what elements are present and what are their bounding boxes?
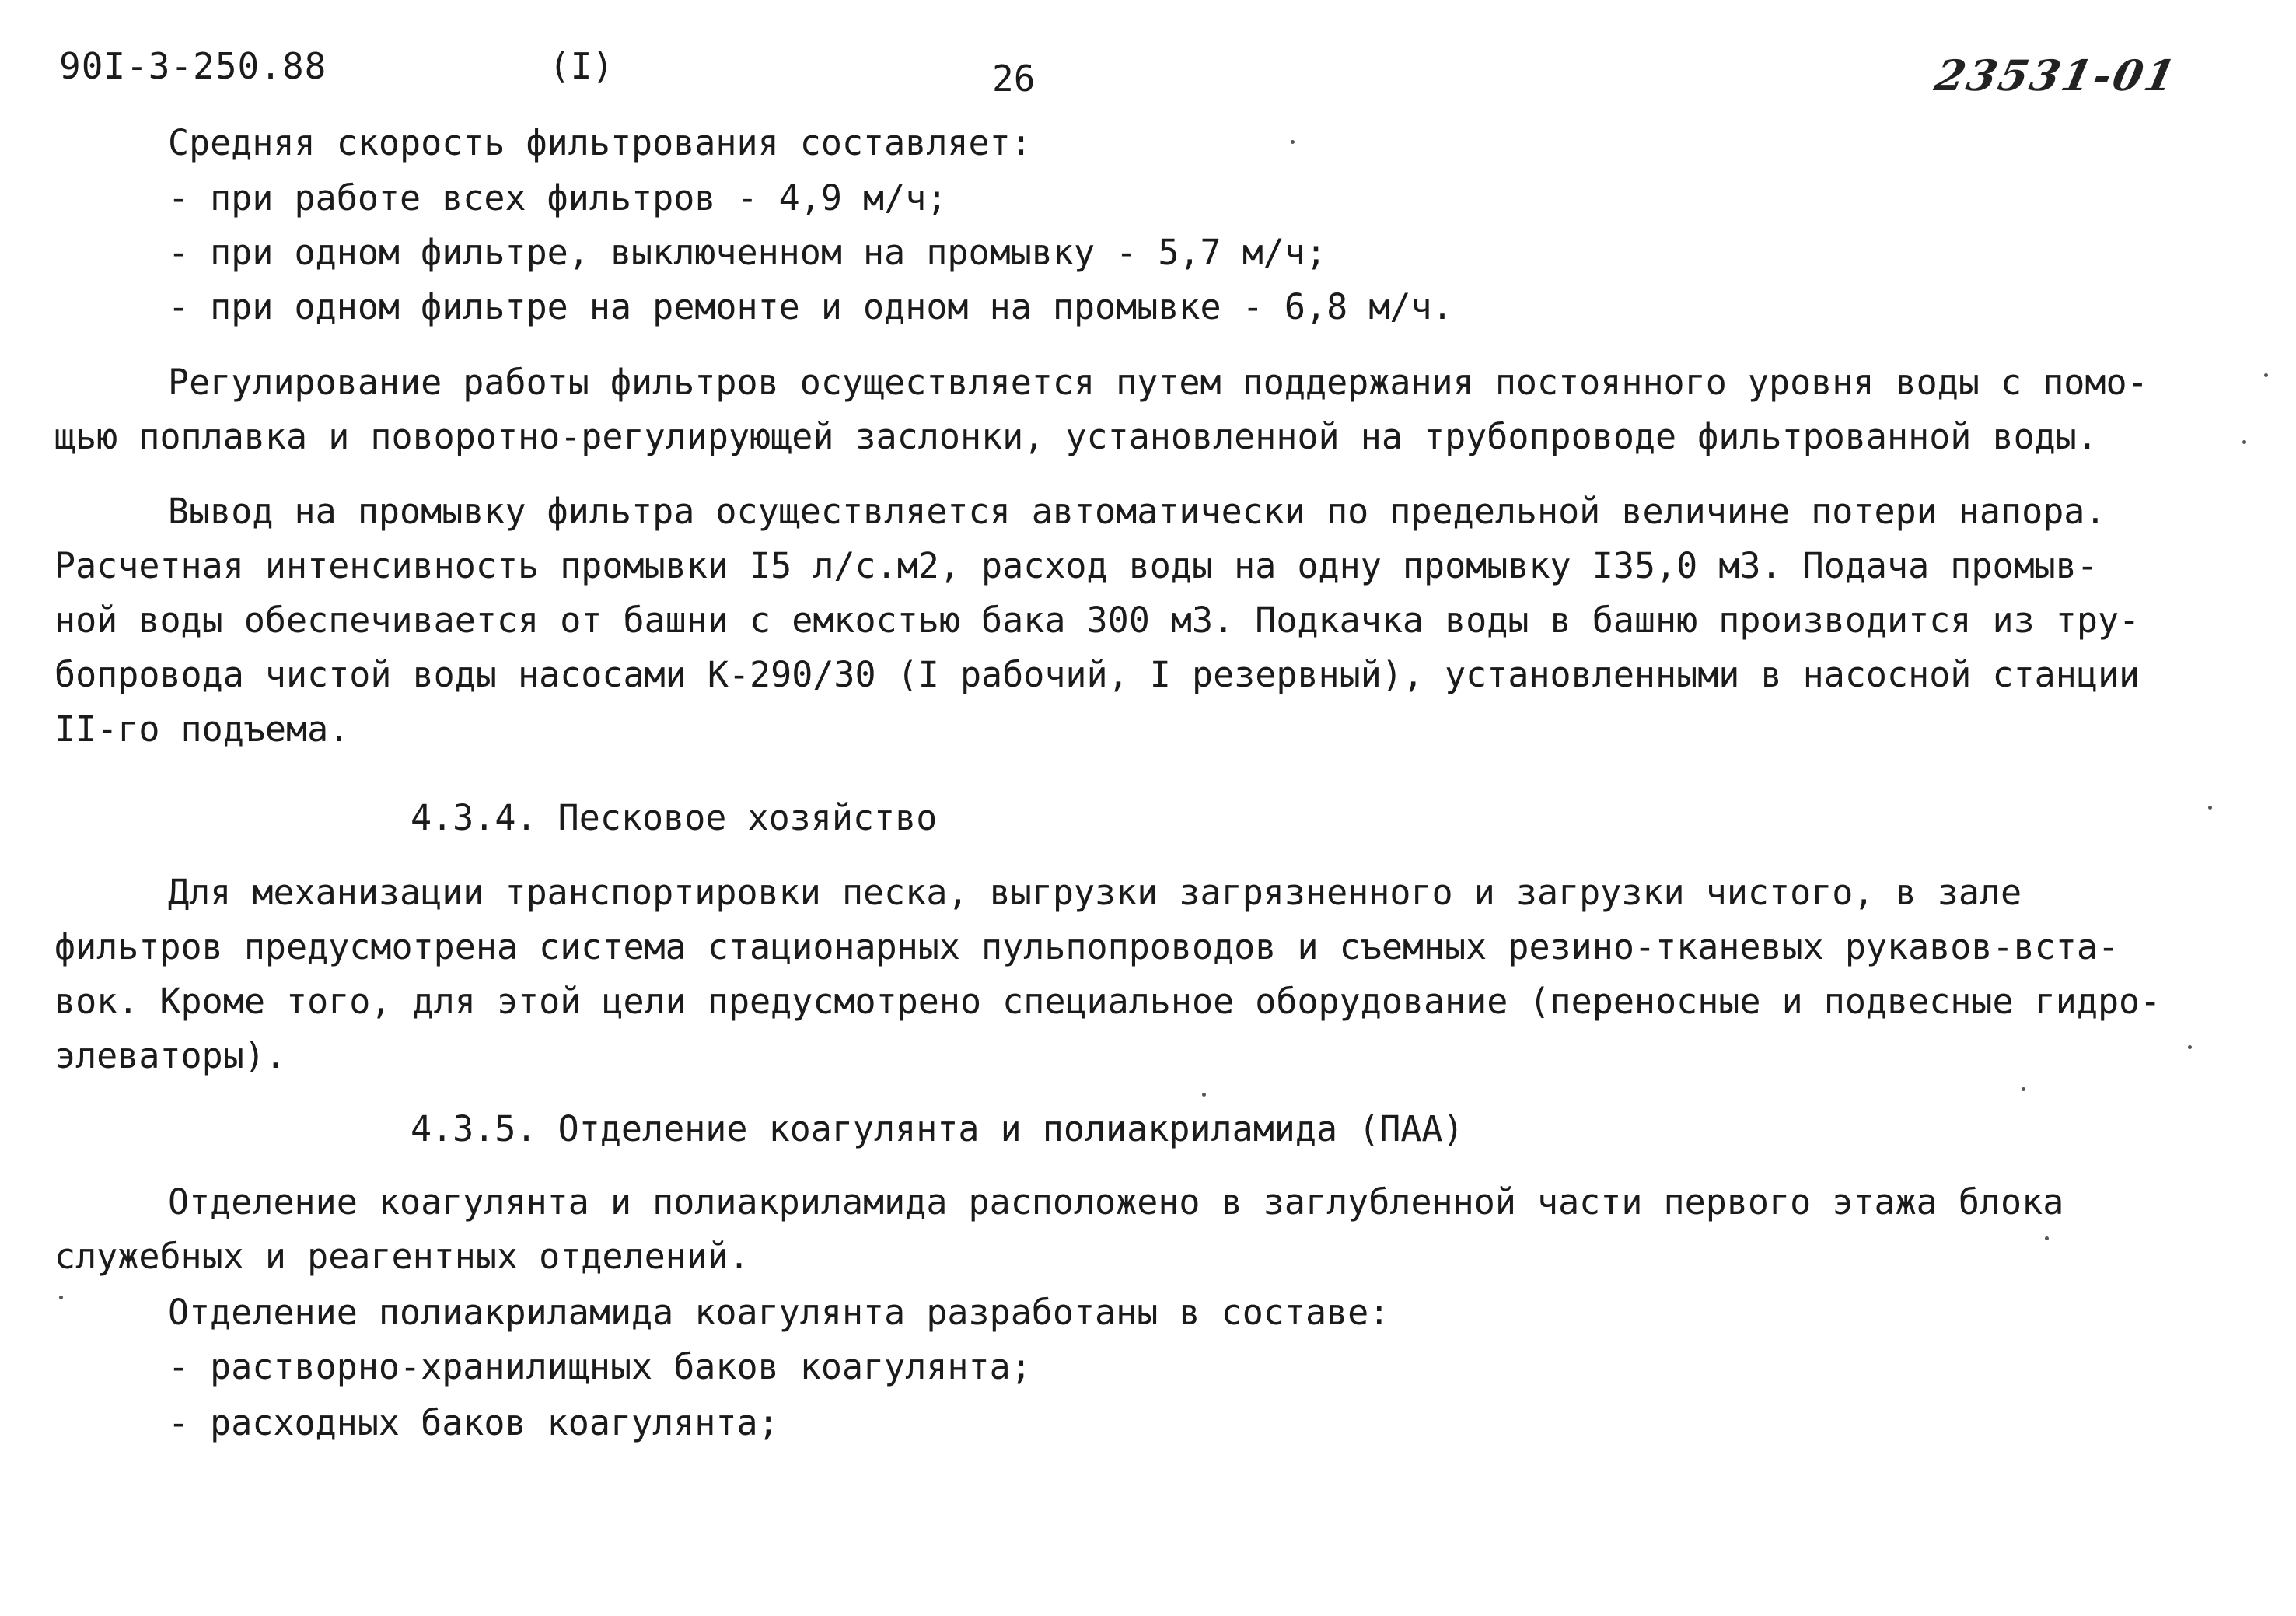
scan-speck [1291,140,1295,144]
scan-speck [2208,806,2212,810]
scan-speck [1202,1093,1206,1097]
scan-speck [2022,1087,2025,1091]
inventory-number: 23531-01 [1931,51,2182,100]
sheet-marker: (I) [549,45,614,87]
scan-speck [2242,440,2246,444]
scan-speck [2188,1045,2192,1049]
document-page: 90I-3-250.88 (I) 26 23531-01 Средняя скорость фильтрования составляет: - при работе всех фильтров - 4,9 м/ч; - при одном фильтре, выключенном на промывку - 5,7 м/ч; - при одном фильтре на ремонте и одном на промывке - 6,8 м/ч. Регулирование работы фильтров осуществляется путем поддержания постоянного уровня воды с помо- щью поплавка и поворотно-регулирующей заслонки, установленной на трубопроводе фильтрованной воды. Вывод на промывку фильтра осуществляется автоматически по предельной величине потери напора. Расчетная интенсивность промывки I5 л/с.м2, расход воды на одну промывку I35,0 м3. Подача промыв- ной воды обеспечивается от башни с емкостью бака 300 м3. Подкачка воды в башню производится из тру- бопровода чистой воды насосами К-290/30 (I рабочий, I резервный), установленными в насосной станции II-го подъема. 4.3.4. Песковое хозяйство Для механизации транспортировки песка, выгрузки загрязненного и загрузки чистого, в зале фильтров предусмотрена система стационарных пульпопроводов и съемных резино-тканевых рукавов-вста- вок. Кроме того, для этой цели предусмотрено специальное оборудование (переносные и подвесные гидро- элеваторы). 4.3.5. Отделение коагулянта и полиакриламида (ПАА) Отделение коагулянта и полиакриламида расположено в заглубленной части первого этажа блока служебных и реагентных отделений. Отделение полиакриламида коагулянта разработаны в составе: - растворно-хранилищных баков коагулянта; - расходных баков коагулянта; [0,0,2296,1616]
document-code: 90I-3-250.88 [59,45,327,87]
scan-speck [59,1296,63,1299]
scan-speck [2264,373,2268,377]
page-number: 26 [992,58,1036,100]
scan-speck [2045,1236,2049,1240]
